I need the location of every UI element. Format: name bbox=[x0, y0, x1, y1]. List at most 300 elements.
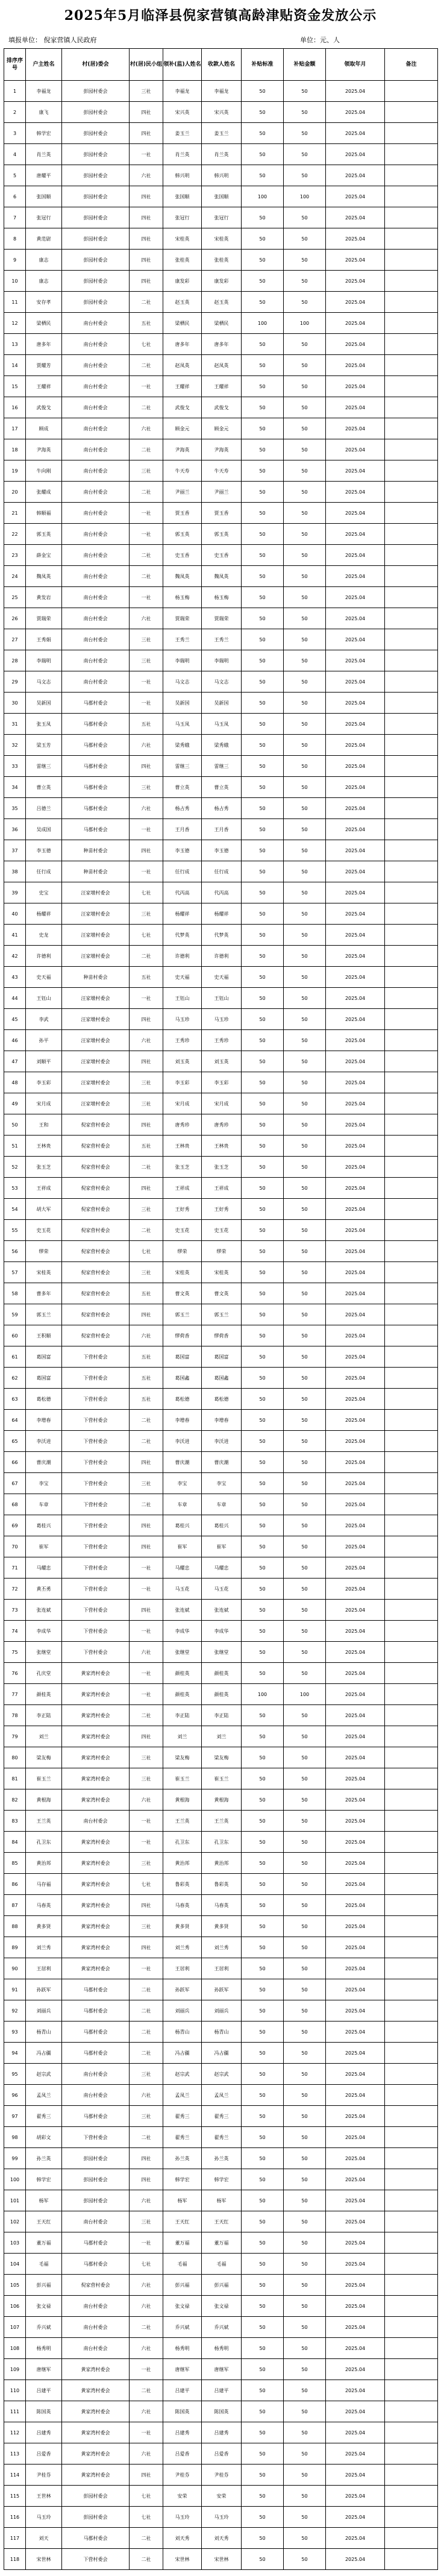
cell-month: 2025.04 bbox=[326, 1072, 385, 1093]
cell-guardian: 尹海英 bbox=[163, 439, 202, 460]
cell-month: 2025.04 bbox=[326, 460, 385, 482]
cell-householder: 李宝 bbox=[26, 1473, 62, 1494]
cell-group: 三社 bbox=[130, 1093, 163, 1114]
cell-standard: 100 bbox=[242, 1684, 284, 1705]
cell-payee: 黄治邦 bbox=[202, 1853, 242, 1874]
cell-village: 马郡村委会 bbox=[62, 714, 130, 735]
cell-amount: 50 bbox=[284, 1789, 326, 1811]
cell-remark bbox=[385, 2254, 438, 2275]
cell-standard: 50 bbox=[242, 1220, 284, 1241]
cell-householder: 张连斌 bbox=[26, 1600, 62, 1621]
cell-index: 36 bbox=[4, 819, 26, 840]
cell-index: 95 bbox=[4, 2064, 26, 2085]
cell-householder: 孙平 bbox=[26, 1030, 62, 1051]
cell-payee: 李宝 bbox=[202, 1473, 242, 1494]
cell-standard: 50 bbox=[242, 2085, 284, 2106]
cell-standard: 50 bbox=[242, 882, 284, 903]
cell-village: 南台村委会 bbox=[62, 1811, 130, 1832]
cell-remark bbox=[385, 1916, 438, 1937]
cell-remark bbox=[385, 1621, 438, 1642]
cell-standard: 50 bbox=[242, 1304, 284, 1325]
cell-guardian: 黄治邦 bbox=[163, 1853, 202, 1874]
cell-standard: 50 bbox=[242, 271, 284, 292]
cell-group: 四社 bbox=[130, 840, 163, 861]
cell-amount: 50 bbox=[284, 819, 326, 840]
cell-index: 16 bbox=[4, 397, 26, 418]
cell-guardian: 张玉芝 bbox=[163, 1157, 202, 1178]
cell-householder: 史龙 bbox=[26, 925, 62, 946]
cell-standard: 50 bbox=[242, 1452, 284, 1473]
cell-remark bbox=[385, 313, 438, 334]
cell-index: 39 bbox=[4, 882, 26, 903]
cell-index: 104 bbox=[4, 2254, 26, 2275]
cell-amount: 50 bbox=[284, 861, 326, 882]
cell-group: 二社 bbox=[130, 1410, 163, 1431]
table-row bbox=[4, 228, 438, 250]
cell-payee: 彭兴福 bbox=[202, 2275, 242, 2296]
cell-amount: 100 bbox=[284, 313, 326, 334]
cell-index: 113 bbox=[4, 2443, 26, 2464]
cell-index: 8 bbox=[4, 228, 26, 250]
cell-group: 一社 bbox=[130, 144, 163, 165]
cell-standard: 50 bbox=[242, 1368, 284, 1389]
cell-amount: 50 bbox=[284, 1705, 326, 1726]
cell-guardian: 颜桂英 bbox=[163, 1684, 202, 1705]
cell-payee: 吕爱香 bbox=[202, 2443, 242, 2464]
cell-householder: 葛国富 bbox=[26, 1346, 62, 1368]
cell-month: 2025.04 bbox=[326, 1684, 385, 1705]
cell-remark bbox=[385, 524, 438, 545]
cell-guardian: 陈国英 bbox=[163, 2401, 202, 2422]
cell-village: 彭园村委会 bbox=[62, 144, 130, 165]
cell-index: 11 bbox=[4, 292, 26, 313]
cell-month: 2025.04 bbox=[326, 798, 385, 819]
cell-index: 73 bbox=[4, 1600, 26, 1621]
cell-payee: 张冠行 bbox=[202, 207, 242, 228]
cell-guardian: 梁栖民 bbox=[163, 313, 202, 334]
cell-remark bbox=[385, 967, 438, 988]
cell-payee: 唐秀珍 bbox=[202, 1114, 242, 1136]
cell-amount: 50 bbox=[284, 1072, 326, 1093]
cell-index: 89 bbox=[4, 1937, 26, 1958]
cell-standard: 50 bbox=[242, 714, 284, 735]
cell-index: 45 bbox=[4, 1009, 26, 1030]
cell-group: 一社 bbox=[130, 671, 163, 693]
table-row bbox=[4, 1157, 438, 1178]
cell-guardian: 韩学宏 bbox=[163, 2169, 202, 2190]
cell-village: 倪家营村委会 bbox=[62, 1241, 130, 1262]
table-row bbox=[4, 1937, 438, 1958]
cell-payee: 吕建平 bbox=[202, 2380, 242, 2401]
table-row bbox=[4, 2211, 438, 2232]
table-row bbox=[4, 2022, 438, 2043]
cell-guardian: 王秀兰 bbox=[163, 629, 202, 650]
cell-index: 106 bbox=[4, 2296, 26, 2317]
cell-householder: 韩学宏 bbox=[26, 2169, 62, 2190]
cell-payee: 李成华 bbox=[202, 1621, 242, 1642]
cell-month: 2025.04 bbox=[326, 2085, 385, 2106]
cell-index: 92 bbox=[4, 2000, 26, 2022]
cell-householder: 康飞 bbox=[26, 102, 62, 123]
cell-group: 四社 bbox=[130, 1452, 163, 1473]
cell-standard: 50 bbox=[242, 1557, 284, 1579]
cell-householder: 张耀成 bbox=[26, 482, 62, 503]
cell-remark bbox=[385, 2486, 438, 2507]
cell-group: 四社 bbox=[130, 756, 163, 777]
cell-standard: 50 bbox=[242, 2507, 284, 2528]
cell-payee: 张继堂 bbox=[202, 1642, 242, 1663]
cell-month: 2025.04 bbox=[326, 123, 385, 144]
cell-payee: 赵宗武 bbox=[202, 2064, 242, 2085]
cell-payee: 肖兰英 bbox=[202, 144, 242, 165]
cell-guardian: 曹文英 bbox=[163, 1283, 202, 1304]
cell-amount: 50 bbox=[284, 882, 326, 903]
cell-village: 南台村委会 bbox=[62, 418, 130, 439]
table-row bbox=[4, 2190, 438, 2211]
cell-index: 14 bbox=[4, 355, 26, 376]
cell-group: 五社 bbox=[130, 1136, 163, 1157]
cell-householder: 黄根海 bbox=[26, 1789, 62, 1811]
cell-remark bbox=[385, 608, 438, 629]
table-row bbox=[4, 1389, 438, 1410]
table-row bbox=[4, 250, 438, 271]
cell-standard: 50 bbox=[242, 819, 284, 840]
cell-payee: 任行成 bbox=[202, 861, 242, 882]
table-row bbox=[4, 1325, 438, 1346]
cell-village: 黄家湾村委会 bbox=[62, 1768, 130, 1789]
cell-standard: 50 bbox=[242, 1979, 284, 2000]
cell-month: 2025.04 bbox=[326, 1726, 385, 1747]
cell-payee: 宋世林 bbox=[202, 2549, 242, 2570]
cell-payee: 董万福 bbox=[202, 2232, 242, 2254]
cell-group: 二社 bbox=[130, 2528, 163, 2549]
table-row bbox=[4, 1030, 438, 1051]
cell-index: 43 bbox=[4, 967, 26, 988]
cell-payee: 颜桂英 bbox=[202, 1684, 242, 1705]
cell-remark bbox=[385, 2211, 438, 2232]
cell-month: 2025.04 bbox=[326, 2127, 385, 2148]
cell-householder: 史宝 bbox=[26, 882, 62, 903]
cell-group: 二社 bbox=[130, 1705, 163, 1726]
cell-householder: 郭玉兰 bbox=[26, 1304, 62, 1325]
cell-group: 一社 bbox=[130, 2359, 163, 2380]
cell-amount: 50 bbox=[284, 1241, 326, 1262]
cell-village: 马郡村委会 bbox=[62, 798, 130, 819]
cell-group: 三社 bbox=[130, 1199, 163, 1220]
cell-standard: 50 bbox=[242, 2190, 284, 2211]
cell-payee: 李玉德 bbox=[202, 840, 242, 861]
cell-standard: 50 bbox=[242, 1811, 284, 1832]
cell-remark bbox=[385, 1304, 438, 1325]
table-row bbox=[4, 2254, 438, 2275]
cell-guardian: 杨青山 bbox=[163, 2022, 202, 2043]
cell-village: 南台村委会 bbox=[62, 397, 130, 418]
cell-householder: 黄多贤 bbox=[26, 1916, 62, 1937]
cell-index: 26 bbox=[4, 608, 26, 629]
cell-group: 一社 bbox=[130, 693, 163, 714]
cell-guardian: 王兰英 bbox=[163, 1811, 202, 1832]
cell-group: 二社 bbox=[130, 2127, 163, 2148]
cell-amount: 50 bbox=[284, 503, 326, 524]
cell-village: 马郡村委会 bbox=[62, 2254, 130, 2275]
cell-amount: 50 bbox=[284, 840, 326, 861]
table-row bbox=[4, 1979, 438, 2000]
cell-group: 一社 bbox=[130, 819, 163, 840]
cell-guardian: 代丙高 bbox=[163, 882, 202, 903]
cell-group: 二社 bbox=[130, 1220, 163, 1241]
cell-amount: 50 bbox=[284, 1114, 326, 1136]
cell-index: 27 bbox=[4, 629, 26, 650]
cell-amount: 50 bbox=[284, 1600, 326, 1621]
cell-householder: 黄范尉 bbox=[26, 228, 62, 250]
cell-payee: 马玉花 bbox=[202, 1579, 242, 1600]
cell-village: 南台村委会 bbox=[62, 2085, 130, 2106]
cell-village: 彭园村委会 bbox=[62, 2169, 130, 2190]
cell-group: 六社 bbox=[130, 418, 163, 439]
cell-group: 三社 bbox=[130, 1747, 163, 1768]
cell-remark bbox=[385, 1684, 438, 1705]
cell-standard: 50 bbox=[242, 2169, 284, 2190]
cell-remark bbox=[385, 1768, 438, 1789]
cell-group: 三社 bbox=[130, 1262, 163, 1283]
cell-index: 93 bbox=[4, 2022, 26, 2043]
cell-payee: 刘玉英 bbox=[202, 1051, 242, 1072]
cell-payee: 崔军 bbox=[202, 1536, 242, 1557]
cell-village: 下营村委会 bbox=[62, 1452, 130, 1473]
cell-guardian: 魏凤英 bbox=[163, 566, 202, 587]
cell-group: 三社 bbox=[130, 1853, 163, 1874]
cell-standard: 50 bbox=[242, 376, 284, 397]
cell-group: 二社 bbox=[130, 2380, 163, 2401]
cell-village: 南台村委会 bbox=[62, 482, 130, 503]
cell-householder: 赵宗武 bbox=[26, 2064, 62, 2085]
cell-village: 黄家湾村委会 bbox=[62, 2422, 130, 2443]
cell-householder: 刘顺平 bbox=[26, 1051, 62, 1072]
cell-group: 四社 bbox=[130, 2464, 163, 2486]
cell-month: 2025.04 bbox=[326, 2275, 385, 2296]
cell-index: 99 bbox=[4, 2148, 26, 2169]
cell-index: 51 bbox=[4, 1136, 26, 1157]
cell-month: 2025.04 bbox=[326, 2169, 385, 2190]
cell-group: 四社 bbox=[130, 1114, 163, 1136]
cell-remark bbox=[385, 1515, 438, 1536]
cell-standard: 50 bbox=[242, 2422, 284, 2443]
cell-amount: 50 bbox=[284, 334, 326, 355]
cell-payee: 马玉珍 bbox=[202, 1009, 242, 1030]
cell-remark bbox=[385, 1600, 438, 1621]
cell-group: 四社 bbox=[130, 1895, 163, 1916]
cell-householder: 张国顺 bbox=[26, 186, 62, 207]
cell-amount: 50 bbox=[284, 439, 326, 460]
cell-payee: 赵玉英 bbox=[202, 292, 242, 313]
cell-payee: 贾玉香 bbox=[202, 503, 242, 524]
cell-householder: 马存福 bbox=[26, 1874, 62, 1895]
cell-standard: 50 bbox=[242, 2254, 284, 2275]
cell-amount: 50 bbox=[284, 650, 326, 671]
cell-village: 彭园村委会 bbox=[62, 123, 130, 144]
cell-group: 一社 bbox=[130, 524, 163, 545]
table-row bbox=[4, 355, 438, 376]
cell-village: 南台村委会 bbox=[62, 587, 130, 608]
cell-amount: 50 bbox=[284, 376, 326, 397]
cell-remark bbox=[385, 1241, 438, 1262]
cell-amount: 50 bbox=[284, 1853, 326, 1874]
cell-remark bbox=[385, 1093, 438, 1114]
cell-remark bbox=[385, 2190, 438, 2211]
cell-amount: 50 bbox=[284, 903, 326, 925]
cell-remark bbox=[385, 1452, 438, 1473]
cell-payee: 牛天寿 bbox=[202, 460, 242, 482]
cell-index: 81 bbox=[4, 1768, 26, 1789]
cell-standard: 50 bbox=[242, 1579, 284, 1600]
cell-index: 52 bbox=[4, 1157, 26, 1178]
cell-standard: 50 bbox=[242, 334, 284, 355]
cell-village: 汪家墩村委会 bbox=[62, 925, 130, 946]
cell-index: 34 bbox=[4, 777, 26, 798]
cell-index: 115 bbox=[4, 2486, 26, 2507]
table-row bbox=[4, 81, 438, 102]
cell-month: 2025.04 bbox=[326, 946, 385, 967]
cell-payee: 刘兰 bbox=[202, 1726, 242, 1747]
table-row bbox=[4, 840, 438, 861]
cell-amount: 50 bbox=[284, 1325, 326, 1346]
cell-index: 15 bbox=[4, 376, 26, 397]
cell-payee: 王耀祥 bbox=[202, 376, 242, 397]
cell-payee: 杨占秀 bbox=[202, 798, 242, 819]
cell-standard: 50 bbox=[242, 2359, 284, 2380]
cell-village: 彭园村委会 bbox=[62, 2486, 130, 2507]
table-row bbox=[4, 1283, 438, 1304]
cell-householder: 张玉芝 bbox=[26, 1157, 62, 1178]
cell-householder: 王钰山 bbox=[26, 988, 62, 1009]
cell-village: 下营村委会 bbox=[62, 1557, 130, 1579]
cell-index: 32 bbox=[4, 735, 26, 756]
cell-remark bbox=[385, 503, 438, 524]
cell-month: 2025.04 bbox=[326, 1937, 385, 1958]
cell-standard: 50 bbox=[242, 925, 284, 946]
cell-month: 2025.04 bbox=[326, 1304, 385, 1325]
cell-remark bbox=[385, 714, 438, 735]
cell-amount: 50 bbox=[284, 2064, 326, 2085]
cell-guardian: 雷继三 bbox=[163, 756, 202, 777]
cell-remark bbox=[385, 946, 438, 967]
cell-village: 汪家墩村委会 bbox=[62, 903, 130, 925]
cell-month: 2025.04 bbox=[326, 1283, 385, 1304]
cell-householder: 李玉彩 bbox=[26, 1072, 62, 1093]
cell-month: 2025.04 bbox=[326, 1853, 385, 1874]
cell-remark bbox=[385, 1220, 438, 1241]
table-row bbox=[4, 1114, 438, 1136]
cell-village: 汪家墩村委会 bbox=[62, 1051, 130, 1072]
table-row bbox=[4, 882, 438, 903]
table-row bbox=[4, 1536, 438, 1557]
table-row bbox=[4, 1811, 438, 1832]
cell-remark bbox=[385, 2022, 438, 2043]
cell-payee: 郭玉英 bbox=[202, 524, 242, 545]
cell-group: 四社 bbox=[130, 1304, 163, 1325]
cell-standard: 100 bbox=[242, 313, 284, 334]
cell-amount: 50 bbox=[284, 1557, 326, 1579]
cell-group: 四社 bbox=[130, 207, 163, 228]
cell-group: 四社 bbox=[130, 1536, 163, 1557]
cell-remark bbox=[385, 2443, 438, 2464]
cell-payee: 王兰英 bbox=[202, 1811, 242, 1832]
cell-village: 马郡村委会 bbox=[62, 735, 130, 756]
cell-group: 四社 bbox=[130, 1515, 163, 1536]
cell-remark bbox=[385, 1051, 438, 1072]
cell-remark bbox=[385, 819, 438, 840]
cell-month: 2025.04 bbox=[326, 2549, 385, 2570]
cell-householder: 王居利 bbox=[26, 1958, 62, 1979]
cell-guardian: 刘丽兵 bbox=[163, 2000, 202, 2022]
cell-householder: 肖兰英 bbox=[26, 144, 62, 165]
table-row bbox=[4, 1916, 438, 1937]
cell-standard: 50 bbox=[242, 2380, 284, 2401]
cell-month: 2025.04 bbox=[326, 1811, 385, 1832]
cell-village: 黄家湾村委会 bbox=[62, 1684, 130, 1705]
cell-village: 汪家墩村委会 bbox=[62, 1009, 130, 1030]
cell-group: 一社 bbox=[130, 861, 163, 882]
cell-householder: 王世林 bbox=[26, 2486, 62, 2507]
cell-guardian: 杨军 bbox=[163, 2190, 202, 2211]
cell-standard: 50 bbox=[242, 1600, 284, 1621]
cell-amount: 50 bbox=[284, 1515, 326, 1536]
cell-standard: 50 bbox=[242, 81, 284, 102]
cell-standard: 50 bbox=[242, 1346, 284, 1368]
table-row bbox=[4, 460, 438, 482]
cell-index: 112 bbox=[4, 2422, 26, 2443]
cell-month: 2025.04 bbox=[326, 861, 385, 882]
cell-householder: 孔卫东 bbox=[26, 1832, 62, 1853]
table-row bbox=[4, 102, 438, 123]
page-title: 2025年5月临泽县倪家营镇高龄津贴资金发放公示 bbox=[64, 8, 377, 24]
cell-standard: 50 bbox=[242, 1663, 284, 1684]
cell-guardian: 赵玉英 bbox=[163, 292, 202, 313]
cell-month: 2025.04 bbox=[326, 1663, 385, 1684]
cell-remark bbox=[385, 1557, 438, 1579]
cell-householder: 胡彩文 bbox=[26, 2127, 62, 2148]
cell-village: 倪家营村委会 bbox=[62, 1157, 130, 1178]
cell-remark bbox=[385, 2422, 438, 2443]
cell-householder: 宋月成 bbox=[26, 1093, 62, 1114]
cell-index: 63 bbox=[4, 1389, 26, 1410]
table-row bbox=[4, 418, 438, 439]
cell-village: 南台村委会 bbox=[62, 545, 130, 566]
cell-group: 一社 bbox=[130, 2422, 163, 2443]
cell-index: 47 bbox=[4, 1051, 26, 1072]
cell-group: 三社 bbox=[130, 81, 163, 102]
header-remark: 备注 bbox=[385, 49, 438, 81]
cell-month: 2025.04 bbox=[326, 2422, 385, 2443]
cell-group: 二社 bbox=[130, 2022, 163, 2043]
cell-payee: 梁秀娥 bbox=[202, 735, 242, 756]
cell-amount: 50 bbox=[284, 1768, 326, 1789]
table-row bbox=[4, 1663, 438, 1684]
cell-remark bbox=[385, 1663, 438, 1684]
cell-guardian: 韩兴明 bbox=[163, 165, 202, 186]
cell-householder: 王林贵 bbox=[26, 1136, 62, 1157]
cell-payee: 杨秀明 bbox=[202, 2338, 242, 2359]
cell-remark bbox=[385, 1726, 438, 1747]
cell-householder: 尹海英 bbox=[26, 439, 62, 460]
cell-guardian: 马耀忠 bbox=[163, 1557, 202, 1579]
cell-village: 彭园村委会 bbox=[62, 2507, 130, 2528]
cell-index: 1 bbox=[4, 81, 26, 102]
cell-group: 二社 bbox=[130, 1157, 163, 1178]
cell-householder: 刘天 bbox=[26, 2528, 62, 2549]
cell-amount: 100 bbox=[284, 186, 326, 207]
cell-guardian: 刘玉英 bbox=[163, 1051, 202, 1072]
